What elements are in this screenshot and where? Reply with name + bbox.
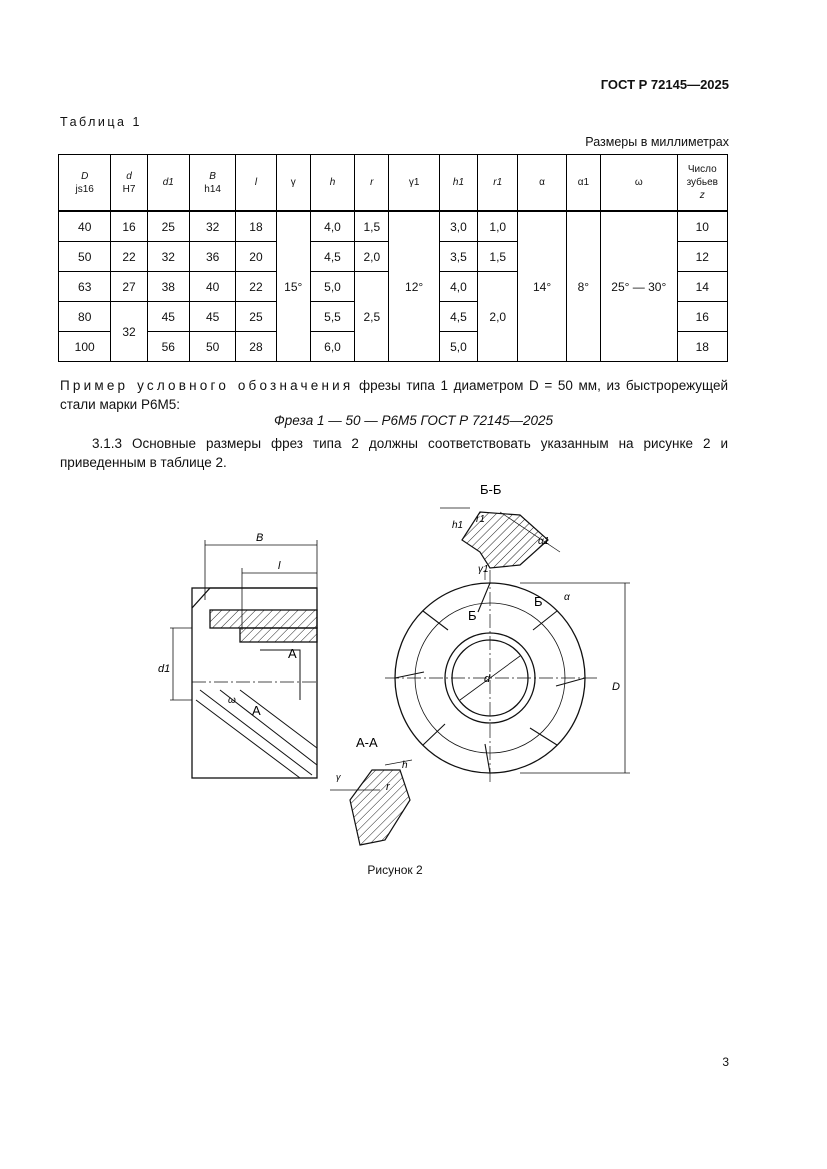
cell-r-merged: 2,5	[355, 272, 389, 362]
label-gamma: γ	[336, 772, 341, 782]
header-l: l	[236, 155, 276, 212]
label-B: B	[256, 532, 264, 544]
label-alpha1: α1	[538, 536, 550, 547]
cell-r1: 1,0	[478, 211, 518, 242]
cell-D: 63	[59, 272, 111, 302]
header-d: d H7	[111, 155, 147, 212]
cell-l: 22	[236, 272, 276, 302]
cell-d1: 32	[147, 242, 189, 272]
cell-B: 50	[189, 332, 235, 362]
cell-B: 40	[189, 272, 235, 302]
example-paragraph	[60, 376, 728, 414]
label-h1: h1	[452, 520, 464, 531]
label-l: l	[278, 560, 281, 572]
cell-d: 27	[111, 272, 147, 302]
cell-h: 6,0	[310, 332, 354, 362]
cell-gamma1-merged: 12°	[389, 211, 439, 362]
header-z: Число зубьев z	[677, 155, 727, 212]
label-B-mark-left: Б	[468, 608, 477, 623]
example-lead: Пример условного обозначения	[60, 378, 354, 393]
label-A-bottom: А	[252, 703, 261, 718]
figure-2-drawing	[150, 475, 670, 855]
label-omega: ω	[228, 695, 236, 706]
header-gamma1: γ1	[389, 155, 439, 212]
cell-z: 10	[677, 211, 727, 242]
cell-z: 12	[677, 242, 727, 272]
cell-h1: 5,0	[439, 332, 477, 362]
cell-r1-merged: 2,0	[478, 272, 518, 362]
cell-alpha-merged: 14°	[518, 211, 566, 362]
section-aa-shape	[350, 770, 410, 845]
cell-D: 50	[59, 242, 111, 272]
cell-l: 20	[236, 242, 276, 272]
cell-l: 28	[236, 332, 276, 362]
cell-z: 14	[677, 272, 727, 302]
header-h: h	[310, 155, 354, 212]
document-code: ГОСТ Р 72145—2025	[600, 77, 729, 92]
cell-r: 1,5	[355, 211, 389, 242]
label-r: r	[386, 781, 390, 793]
cell-h: 4,0	[310, 211, 354, 242]
figure-caption: Рисунок 2	[367, 863, 423, 877]
label-B-mark-right: Б	[534, 594, 543, 609]
header-h1: h1	[439, 155, 477, 212]
header-r: r	[355, 155, 389, 212]
header-r1: r1	[478, 155, 518, 212]
cell-alpha1-merged: 8°	[566, 211, 600, 362]
header-alpha: α	[518, 155, 566, 212]
cell-d-merged: 32	[111, 302, 147, 362]
side-view-hatch-step	[240, 628, 317, 642]
side-view-hatch-top	[210, 610, 317, 628]
cell-d: 16	[111, 211, 147, 242]
cell-B: 45	[189, 302, 235, 332]
cell-h: 5,5	[310, 302, 354, 332]
cell-d1: 56	[147, 332, 189, 362]
cell-d1: 45	[147, 302, 189, 332]
label-r1: r1	[476, 514, 485, 525]
section-aa	[330, 760, 412, 845]
cell-l: 18	[236, 211, 276, 242]
paragraph-3-1-3: 3.1.3 Основные размеры фрез типа 2 должны соответствовать указанным на рисунке 2 и приведенным в таблице 2.	[60, 436, 728, 470]
cell-D: 100	[59, 332, 111, 362]
cell-B: 36	[189, 242, 235, 272]
label-h: h	[402, 760, 408, 771]
side-view-chamfer	[192, 588, 317, 608]
example-text: фрезы типа 1 диаметром D = 50 мм, из быстрорежущей стали марки Р6М5:	[60, 378, 729, 412]
cell-gamma-merged: 15°	[276, 211, 310, 362]
table-header-row	[59, 155, 728, 212]
dimensions-table	[58, 154, 728, 362]
label-alpha: α	[564, 592, 570, 603]
header-alpha1: α1	[566, 155, 600, 212]
cell-h1: 3,0	[439, 211, 477, 242]
cell-d: 22	[111, 242, 147, 272]
cell-D: 80	[59, 302, 111, 332]
cell-d1: 38	[147, 272, 189, 302]
cell-omega-merged: 25° — 30°	[601, 211, 678, 362]
cell-h: 5,0	[310, 272, 354, 302]
header-gamma: γ	[276, 155, 310, 212]
label-D: D	[612, 681, 620, 693]
cell-h: 4,5	[310, 242, 354, 272]
section-bb-shape	[462, 512, 548, 568]
table-caption: Таблица 1	[60, 115, 142, 129]
cell-h1: 4,0	[439, 272, 477, 302]
header-D: D js16	[59, 155, 111, 212]
cell-d1: 25	[147, 211, 189, 242]
table-row	[59, 211, 728, 242]
cell-z: 16	[677, 302, 727, 332]
label-gamma1: γ1	[478, 564, 489, 575]
section-bb-title: Б-Б	[480, 482, 502, 497]
page-number: 3	[722, 1055, 729, 1069]
cell-l: 25	[236, 302, 276, 332]
label-d: d	[484, 673, 491, 685]
cell-r1: 1,5	[478, 242, 518, 272]
cell-r: 2,0	[355, 242, 389, 272]
example-formula: Фреза 1 — 50 — Р6М5 ГОСТ Р 72145—2025	[273, 413, 554, 428]
label-d1: d1	[158, 663, 171, 675]
cell-B: 32	[189, 211, 235, 242]
cell-D: 40	[59, 211, 111, 242]
header-omega: ω	[601, 155, 678, 212]
cell-h1: 3,5	[439, 242, 477, 272]
front-view	[385, 570, 630, 785]
header-B: B h14	[189, 155, 235, 212]
label-A-top: А	[288, 646, 297, 661]
cell-z: 18	[677, 332, 727, 362]
units-note: Размеры в миллиметрах	[585, 135, 729, 149]
header-d1: d1	[147, 155, 189, 212]
cell-h1: 4,5	[439, 302, 477, 332]
section-aa-title: А-А	[356, 735, 378, 750]
